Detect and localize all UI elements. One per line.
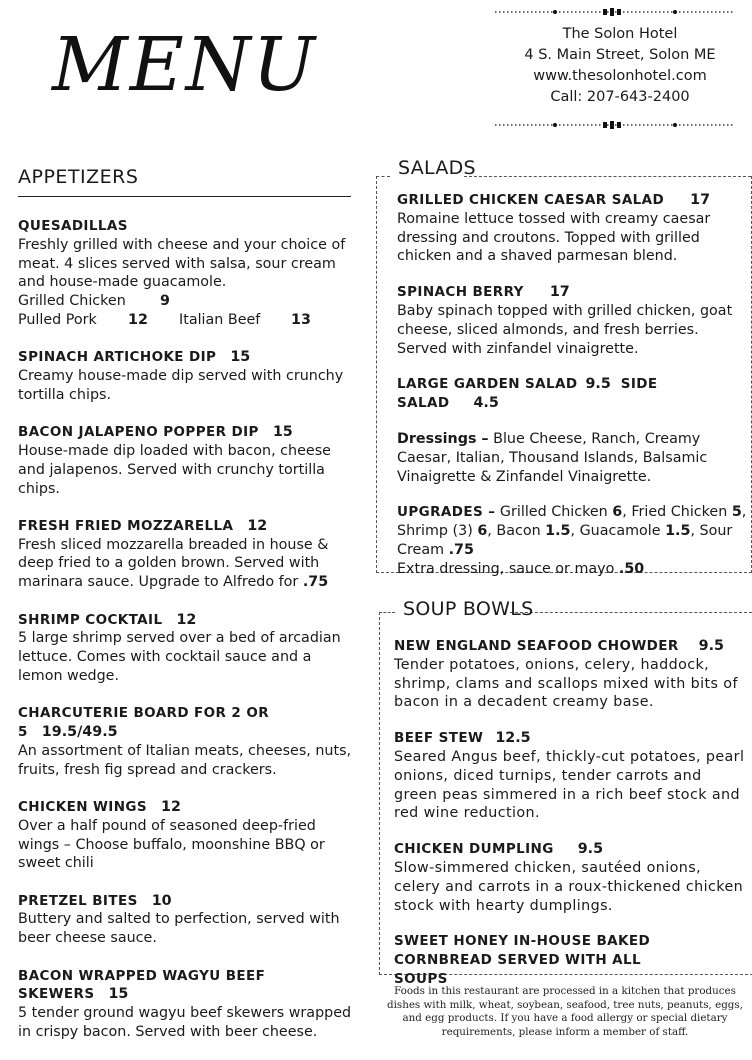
- item-price: 15: [230, 349, 251, 366]
- decorative-rule-bottom: [495, 121, 735, 129]
- item-description: Buttery and salted to perfection, served with beer cheese sauce.: [18, 911, 340, 947]
- upgrades: [397, 503, 747, 578]
- item-name: LARGE GARDEN SALAD: [397, 376, 578, 393]
- option-label: Italian Beef: [179, 311, 261, 328]
- item-name: NEW ENGLAND SEAFOOD CHOWDER: [394, 638, 679, 654]
- quesadilla-option-row-1: [18, 292, 353, 311]
- item-name: SPINACH ARTICHOKE DIP: [18, 349, 217, 366]
- item-description: Romaine lettuce tossed with creamy caesar dressing and croutons. Topped with grilled chicken and a shaved parmesan blend.: [397, 210, 711, 265]
- appetizers-heading: APPETIZERS: [18, 166, 139, 188]
- item-price: 4.5: [473, 395, 499, 412]
- menu-title: MENU: [52, 22, 317, 108]
- menu-item: [397, 191, 747, 266]
- upgrades-label: UPGRADES –: [397, 504, 496, 521]
- hotel-address: 4 S. Main Street, Solon ME: [524, 47, 716, 63]
- appetizers-divider: [18, 196, 351, 197]
- upgrade-text: , Bacon: [487, 523, 546, 540]
- upgrade-price: 1.5: [665, 523, 691, 540]
- menu-item: [394, 729, 746, 823]
- upgrade-price: 1.5: [545, 523, 571, 540]
- item-name: PRETZEL BITES: [18, 892, 138, 909]
- dressings: [397, 430, 747, 486]
- hotel-info: [495, 24, 745, 108]
- menu-item: [18, 704, 353, 779]
- item-name: QUESADILLAS: [18, 218, 128, 234]
- item-price: 19.5/49.5: [41, 724, 118, 741]
- item-name: BACON JALAPENO POPPER DIP: [18, 424, 259, 441]
- item-price: 9.5: [698, 638, 724, 654]
- menu-item: [18, 517, 353, 592]
- item-name: FRESH FRIED MOZZARELLA: [18, 517, 234, 534]
- hotel-phone: Call: 207-643-2400: [550, 89, 690, 105]
- cornbread-note: SWEET HONEY IN-HOUSE BAKED CORNBREAD SERVED WITH ALL SOUPS: [394, 933, 651, 987]
- item-description: Fresh sliced mozzarella breaded in house & deep fried to a golden brown. Served with marinara sauce. Upgrade to Alfredo for: [18, 536, 329, 591]
- item-price: 12.5: [495, 730, 531, 747]
- menu-item: [18, 798, 353, 873]
- menu-item: [394, 637, 746, 712]
- salads-box-top-edge: [376, 176, 390, 177]
- menu-item: [397, 283, 747, 358]
- menu-item: [18, 892, 353, 948]
- hotel-name: The Solon Hotel: [562, 26, 678, 42]
- item-price: 17: [549, 284, 570, 301]
- item-description: An assortment of Italian meats, cheeses, nuts, fruits, fresh fig spread and crackers.: [18, 742, 352, 778]
- upgrade-price: .75: [448, 541, 474, 558]
- soup-bowls-heading: SOUP BOWLS: [403, 598, 534, 620]
- item-description: Seared Angus beef, thickly-cut potatoes, pearl onions, diced turnips, tender carrots and green peas simmered in a rich beef stock and red wine reduction.: [394, 748, 745, 822]
- salads-heading: SALADS: [398, 157, 476, 179]
- item-name: CHARCUTERIE BOARD FOR 2 OR 5: [18, 705, 270, 741]
- item-name: CHICKEN DUMPLING: [394, 841, 554, 858]
- menu-item: [394, 840, 746, 915]
- item-description-wrap: [18, 536, 353, 592]
- extra-dressing: [397, 560, 747, 579]
- item-name: BACON WRAPPED WAGYU BEEF SKEWERS: [18, 967, 266, 1003]
- menu-item: [18, 423, 353, 498]
- upgrade-text: , Guacamole: [570, 523, 666, 540]
- item-description: 5 tender ground wagyu beef skewers wrapped in crispy bacon. Served with beer cheese.: [18, 1005, 352, 1040]
- menu-item-quesadillas: [18, 217, 353, 330]
- upgrade-text: , Shrimp (3): [397, 504, 747, 540]
- upgrade-price: .75: [302, 574, 329, 591]
- item-price: 9.5: [577, 841, 604, 858]
- dressings-label: Dressings –: [397, 430, 489, 447]
- item-description: Slow-simmered chicken, sautéed onions, celery and carrots in a roux-thickened chicken stock with hearty dumplings.: [394, 859, 744, 914]
- item-name: CHICKEN WINGS: [18, 798, 148, 815]
- option-label: Pulled Pork: [18, 311, 97, 328]
- soup-list: [394, 637, 746, 989]
- dressings-list: Blue Cheese, Ranch, Creamy Caesar, Italian, Thousand Islands, Balsamic Vinaigrette & Zinfandel Vinaigrette.: [397, 430, 708, 485]
- item-price: 9.5: [585, 376, 611, 393]
- upgrade-text: Extra dressing, sauce or mayo: [397, 560, 619, 577]
- option-label: Grilled Chicken: [18, 293, 126, 310]
- option-price: 13: [291, 311, 311, 328]
- item-description: 5 large shrimp served over a bed of arcadian lettuce. Comes with cocktail sauce and a lemon wedge.: [18, 630, 341, 684]
- option-price: 12: [128, 311, 148, 328]
- upgrade-price: .50: [618, 560, 645, 577]
- item-price: 12: [247, 517, 268, 534]
- item-name: SPINACH BERRY: [397, 284, 524, 301]
- upgrade-price: 6: [477, 523, 488, 540]
- salads-list: [397, 191, 747, 579]
- menu-item: [18, 611, 353, 686]
- upgrade-text: , Sour Cream: [397, 523, 733, 558]
- item-price: 12: [176, 611, 197, 628]
- quesadilla-option-row-2: [18, 311, 353, 330]
- soup-box-top-edge: [510, 612, 752, 613]
- item-description: Tender potatoes, onions, celery, haddock, shrimp, clams and scallops mixed with bits of bacon in a decadent creamy base.: [394, 656, 738, 711]
- item-description: Baby spinach topped with grilled chicken, goat cheese, sliced almonds, and fresh berries. Served with zinfandel vinaigrette.: [397, 302, 733, 357]
- decorative-rule-top: [495, 8, 735, 16]
- item-name: BEEF STEW: [394, 730, 484, 747]
- upgrade-price: 6: [612, 504, 623, 521]
- item-price: 15: [108, 986, 129, 1003]
- item-price: 10: [151, 892, 172, 909]
- salads-box-top-edge: [464, 176, 751, 177]
- garden-side-salad-row: [397, 375, 747, 413]
- item-name: GRILLED CHICKEN CAESAR SALAD: [397, 192, 665, 208]
- option-price: 9: [160, 293, 170, 310]
- item-price: 17: [690, 192, 711, 208]
- upgrade-price: 5: [731, 504, 742, 521]
- item-description: Over a half pound of seasoned deep-fried wings – Choose buffalo, moonshine BBQ or sweet chili: [18, 817, 325, 872]
- soup-box-top-edge: [379, 612, 395, 613]
- item-price: 12: [161, 798, 181, 815]
- menu-item: [18, 348, 353, 404]
- upgrade-text: Grilled Chicken: [495, 504, 613, 521]
- menu-item: [18, 967, 353, 1042]
- item-name: SHRIMP COCKTAIL: [18, 611, 163, 628]
- upgrade-text: , Fried Chicken: [622, 504, 732, 521]
- allergy-notice: Foods in this restaurant are processed in a kitchen that produces dishes with milk, wheat, soybean, seafood, tree nuts, peanuts, eggs, and egg products. If you have a food allergy or special dietary requirements, please inform a member of staff.: [387, 985, 743, 1038]
- item-description: House-made dip loaded with bacon, cheese and jalapenos. Served with crunchy tortilla chips.: [18, 442, 331, 497]
- item-price: 15: [272, 424, 293, 441]
- item-name: SIDE SALAD: [397, 376, 658, 412]
- appetizers-list: [18, 217, 353, 1060]
- item-description: Freshly grilled with cheese and your choice of meat. 4 slices served with salsa, sour cream and house-made guacamole.: [18, 236, 346, 291]
- item-description: Creamy house-made dip served with crunchy tortilla chips.: [18, 368, 344, 403]
- hotel-website[interactable]: www.thesolonhotel.com: [533, 68, 707, 84]
